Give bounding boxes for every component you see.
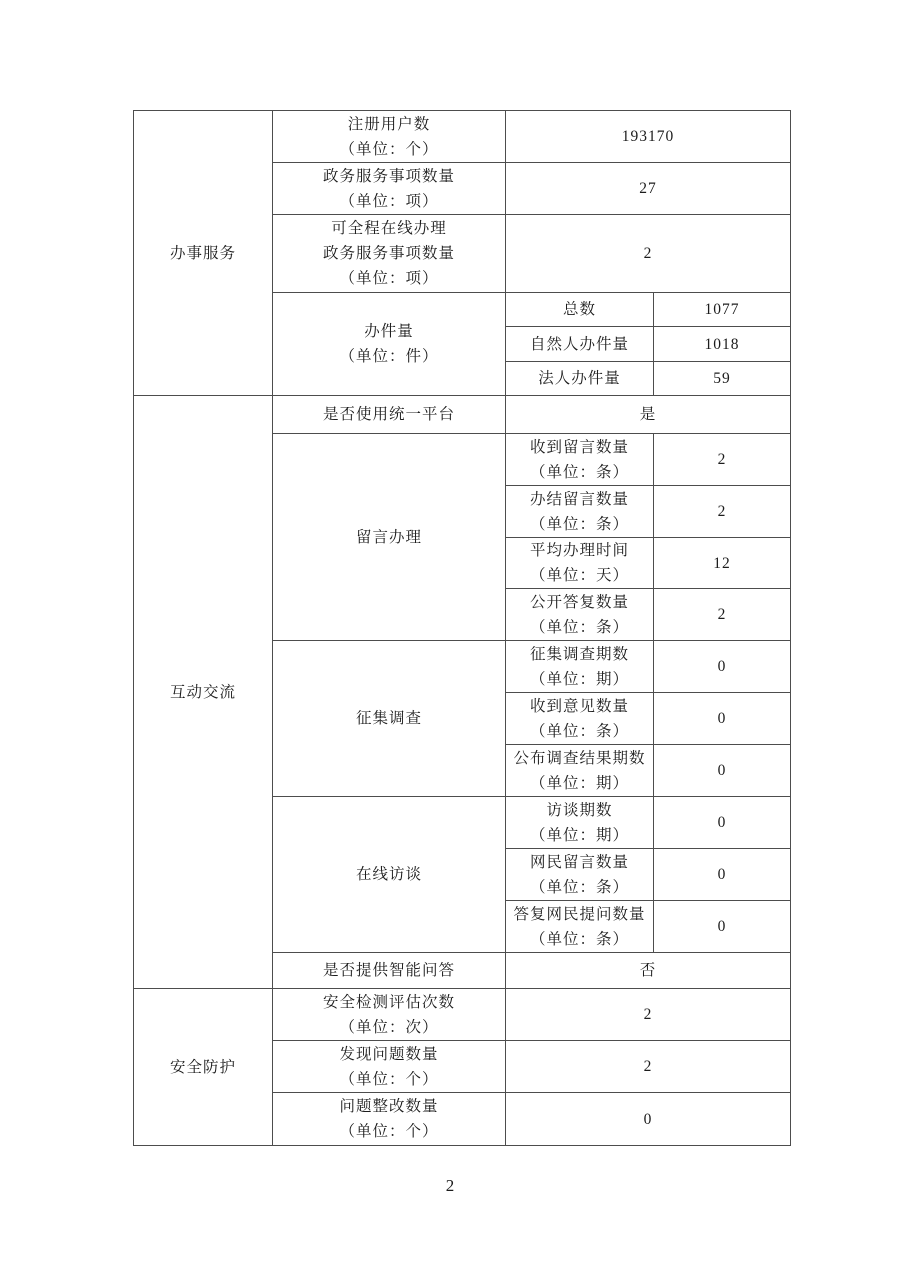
submetric-unit: （单位：条） bbox=[529, 618, 629, 636]
value-cell-replies-to-questions: 0 bbox=[654, 901, 791, 953]
page-number: 2 bbox=[445, 1176, 455, 1195]
metric-label: 可全程在线办理 bbox=[331, 220, 447, 237]
submetric-unit: （单位：期） bbox=[529, 774, 629, 792]
metric-cell-survey-collection: 征集调查 bbox=[273, 641, 506, 797]
metric-unit: （单位：次） bbox=[339, 1018, 439, 1036]
metric-cell-registered-users bbox=[273, 111, 506, 163]
metric-unit: （单位：件） bbox=[339, 348, 439, 365]
submetric-unit: （单位：条） bbox=[529, 930, 629, 948]
value-cell-unified-platform: 是 bbox=[506, 396, 791, 434]
submetric-cell-legal-person: 法人办件量 bbox=[506, 362, 654, 396]
submetric-cell-netizen-messages bbox=[506, 849, 654, 901]
submetric-unit: （单位：条） bbox=[529, 463, 629, 481]
value-cell-security-checks: 2 bbox=[506, 989, 791, 1041]
value-cell-published-results: 0 bbox=[654, 745, 791, 797]
value-cell-full-online-items: 2 bbox=[506, 215, 791, 293]
submetric-label: 收到意见数量 bbox=[529, 697, 629, 715]
submetric-label: 办结留言数量 bbox=[529, 490, 629, 508]
submetric-unit: （单位：条） bbox=[529, 722, 629, 740]
metric-cell-service-items bbox=[273, 163, 506, 215]
metric-cell-message-handling: 留言办理 bbox=[273, 434, 506, 641]
metric-cell-case-volume bbox=[273, 293, 506, 396]
submetric-label: 征集调查期数 bbox=[529, 645, 629, 663]
submetric-cell-completed-messages bbox=[506, 486, 654, 538]
value-cell-legal-person: 59 bbox=[654, 362, 791, 396]
value-cell-interview-periods: 0 bbox=[654, 797, 791, 849]
submetric-cell-published-results bbox=[506, 745, 654, 797]
value-cell-service-items: 27 bbox=[506, 163, 791, 215]
submetric-cell-replies-to-questions bbox=[506, 901, 654, 953]
submetric-cell-interview-periods bbox=[506, 797, 654, 849]
metric-label: 政务服务事项数量 bbox=[322, 167, 455, 185]
metric-cell-full-online-items bbox=[273, 215, 506, 293]
metric-label: 注册用户数 bbox=[347, 115, 431, 133]
value-cell-found-issues: 2 bbox=[506, 1041, 791, 1093]
submetric-unit: （单位：条） bbox=[529, 878, 629, 896]
value-cell-rectified-issues: 0 bbox=[506, 1093, 791, 1146]
submetric-cell-natural-person: 自然人办件量 bbox=[506, 327, 654, 362]
submetric-cell-survey-periods bbox=[506, 641, 654, 693]
gov-annual-report-table bbox=[133, 110, 791, 1146]
metric-label: 问题整改数量 bbox=[339, 1098, 439, 1115]
metric-cell-online-interview: 在线访谈 bbox=[273, 797, 506, 953]
category-label: 安全防护 bbox=[169, 1058, 236, 1076]
submetric-unit: （单位：期） bbox=[529, 670, 629, 688]
category-label: 互动交流 bbox=[169, 683, 236, 701]
submetric-cell-received-messages bbox=[506, 434, 654, 486]
submetric-unit: （单位：天） bbox=[529, 567, 629, 584]
submetric-cell-avg-handling-time bbox=[506, 538, 654, 589]
metric-label: 安全检测评估次数 bbox=[322, 993, 455, 1011]
submetric-cell-public-replies bbox=[506, 589, 654, 641]
submetric-cell-total: 总数 bbox=[506, 293, 654, 327]
submetric-label: 平均办理时间 bbox=[529, 542, 629, 559]
metric-cell-unified-platform: 是否使用统一平台 bbox=[273, 396, 506, 434]
submetric-unit: （单位：条） bbox=[529, 515, 629, 533]
submetric-label: 答复网民提问数量 bbox=[513, 905, 646, 923]
category-cell-security bbox=[134, 989, 273, 1146]
submetric-label: 公开答复数量 bbox=[529, 593, 629, 611]
metric-cell-found-issues bbox=[273, 1041, 506, 1093]
metric-cell-rectified-issues bbox=[273, 1093, 506, 1146]
metric-label-line2: 政务服务事项数量 bbox=[322, 245, 455, 262]
category-label: 办事服务 bbox=[169, 244, 236, 262]
metric-cell-smart-qa: 是否提供智能问答 bbox=[273, 953, 506, 989]
metric-unit: （单位：项） bbox=[339, 192, 439, 210]
metric-label: 办件量 bbox=[364, 323, 414, 340]
value-cell-registered-users: 193170 bbox=[506, 111, 791, 163]
metric-unit: （单位：个） bbox=[339, 1070, 439, 1088]
value-cell-total: 1077 bbox=[654, 293, 791, 327]
metric-unit: （单位：个） bbox=[339, 1123, 439, 1140]
submetric-unit: （单位：期） bbox=[529, 826, 629, 844]
value-cell-survey-periods: 0 bbox=[654, 641, 791, 693]
value-cell-avg-handling-time: 12 bbox=[654, 538, 791, 589]
metric-label: 发现问题数量 bbox=[339, 1045, 439, 1063]
metric-unit: （单位：个） bbox=[339, 140, 439, 158]
value-cell-completed-messages: 2 bbox=[654, 486, 791, 538]
value-cell-received-opinions: 0 bbox=[654, 693, 791, 745]
category-cell-interaction bbox=[134, 396, 273, 989]
submetric-label: 网民留言数量 bbox=[529, 853, 629, 871]
metric-unit: （单位：项） bbox=[339, 270, 439, 287]
value-cell-netizen-messages: 0 bbox=[654, 849, 791, 901]
submetric-label: 收到留言数量 bbox=[529, 438, 629, 456]
submetric-cell-received-opinions bbox=[506, 693, 654, 745]
value-cell-natural-person: 1018 bbox=[654, 327, 791, 362]
metric-cell-security-checks bbox=[273, 989, 506, 1041]
value-cell-received-messages: 2 bbox=[654, 434, 791, 486]
value-cell-public-replies: 2 bbox=[654, 589, 791, 641]
submetric-label: 访谈期数 bbox=[546, 801, 613, 819]
value-cell-smart-qa: 否 bbox=[506, 953, 791, 989]
category-cell-office-services bbox=[134, 111, 273, 396]
submetric-label: 公布调查结果期数 bbox=[513, 749, 646, 767]
